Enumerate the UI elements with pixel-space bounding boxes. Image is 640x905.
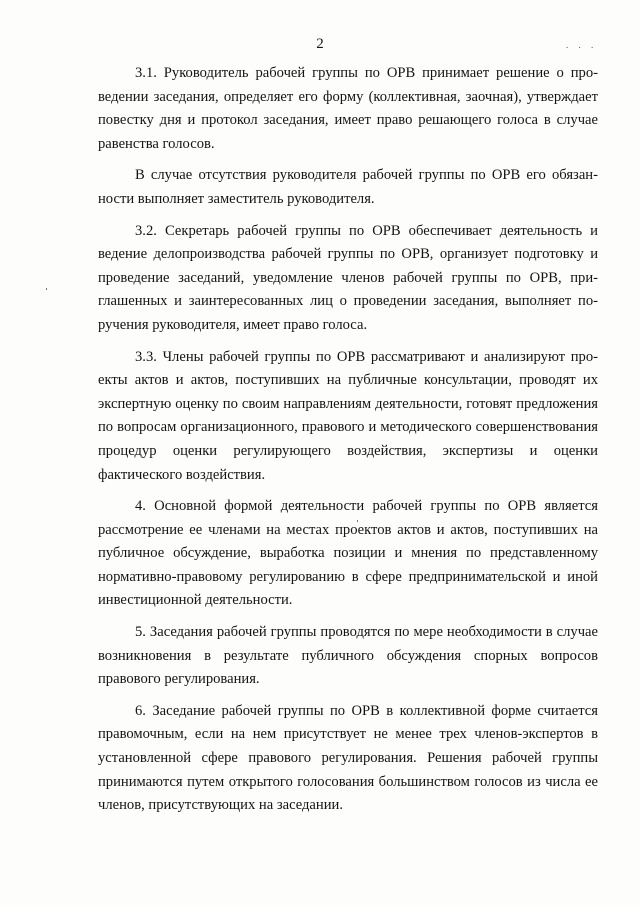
document-body xyxy=(98,62,598,826)
paragraph-3-2: 3.2. Секретарь рабочей группы по ОРВ обеспечивает деятельность и ведение делопроизводства рабочей группы по ОРВ, организует подготовку и проведение заседаний, уведомление членов рабочей группы по ОРВ, приглашенных и заинтересованных лиц о проведении заседания, выполняет поручения руководителя, имеет право голоса. xyxy=(98,222,598,333)
paragraph-6: 6. Заседание рабочей группы по ОРВ в коллективной форме считается правомочным, если на нем присутствует не менее трех членов-экспертов в установленной сфере правового регулирования. Решения рабочей группы принимаются путем открытого голосования большинством голосов из числа ее членов, присутствующих на заседании. xyxy=(98,702,598,814)
paragraph-4: 4. Основной формой деятельности рабочей группы по ОРВ является рассмотрение ее членами на местах проектов актов и актов, поступивших на публичное обсуждение, выработка позиции и мнения по представленному нормативно-правовому регулированию в сфере предпринимательской и иной инвестиционной деятельности. xyxy=(98,498,598,609)
page-number: 2 xyxy=(316,36,324,52)
paragraph-5: 5. Заседания рабочей группы проводятся по мере необходимости в случае возникновения в результате публичного обсуждения спорных вопросов правового регулирования. xyxy=(98,624,598,688)
paragraph-3-3: 3.3. Члены рабочей группы по ОРВ рассматривают и анализируют проекты актов и актов, поступивших на публичные консультации, проводят их экспертную оценку по своим направлениям деятельности, готовят предложения по вопросам организационного, правового и методического совершенствования процедур оценки регулирующего воздействия, экспертизы и оценки фактического воздействия. xyxy=(98,348,598,483)
paragraph-3-1-deputy: В случае отсутствия руководителя рабочей группы по ОРВ его обязанности выполняет заместитель руководителя. xyxy=(98,167,598,207)
scan-speck xyxy=(46,288,47,290)
scan-corner-marks: . . . xyxy=(566,40,598,50)
paragraph-3-1: 3.1. Руководитель рабочей группы по ОРВ принимает решение о проведении заседания, определяет его форму (коллективная, заочная), утверждает повестку дня и протокол заседания, имеет право решающего голоса в случае равенства голосов. xyxy=(98,65,598,152)
